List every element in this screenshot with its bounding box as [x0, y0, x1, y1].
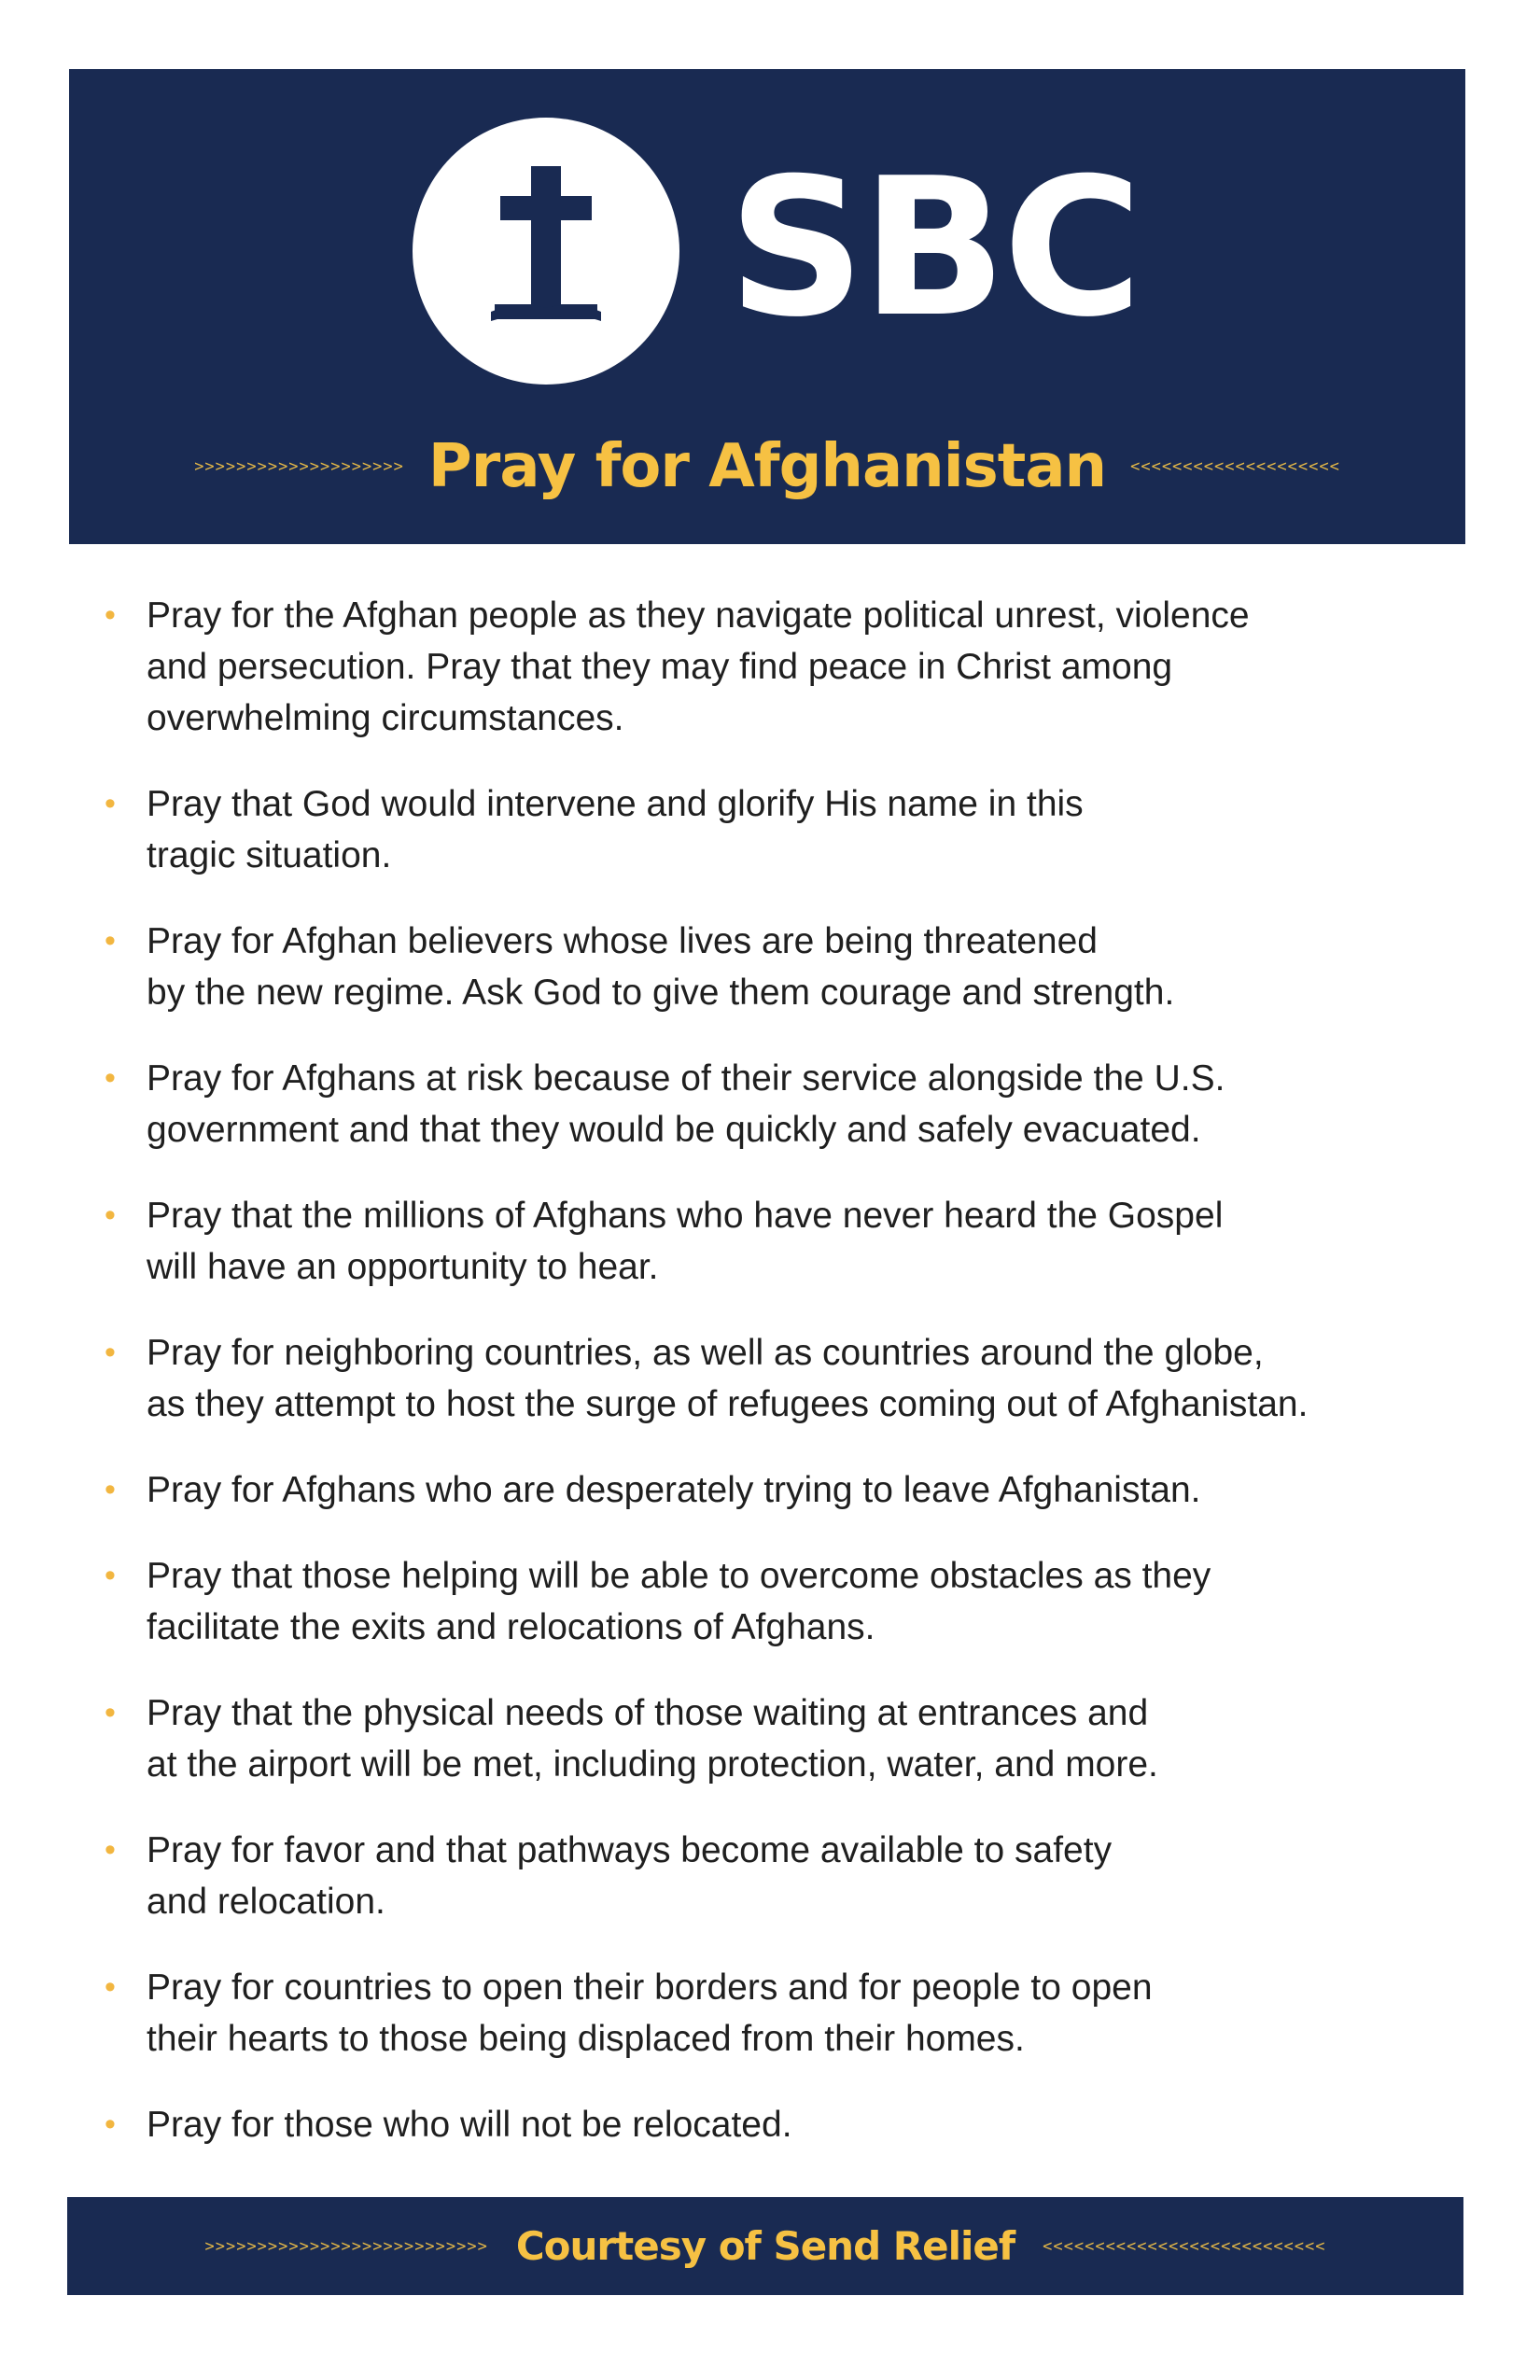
- bullet-dot: •: [105, 923, 116, 959]
- list-item-text-line: tragic situation.: [147, 835, 392, 875]
- list-item: [0, 590, 1540, 744]
- list-item-text-line: by the new regime. Ask God to give them courage and strength.: [147, 973, 1175, 1013]
- list-item-text-line: Pray for those who will not be relocated.: [147, 2105, 792, 2145]
- bullet-dot: •: [105, 786, 116, 821]
- list-item-text-line: Pray for favor and that pathways become available to safety: [147, 1830, 1113, 1870]
- list-item-text-line: as they attempt to host the surge of refugees coming out of Afghanistan.: [147, 1384, 1309, 1424]
- bullet-dot: •: [105, 2107, 116, 2142]
- bullet-dot: •: [105, 1335, 116, 1370]
- list-item: [0, 1464, 1540, 1516]
- bullet-dot: •: [105, 1558, 116, 1593]
- sbc-wordmark: SBC: [728, 138, 1140, 359]
- bullet-dot: •: [105, 1969, 116, 2005]
- title-row: [69, 420, 1465, 513]
- bullet-dot: •: [105, 1060, 116, 1096]
- footer-banner: [67, 2197, 1463, 2295]
- list-item-text-line: Pray that the physical needs of those waiting at entrances and: [147, 1693, 1149, 1733]
- list-item-text-line: Pray for countries to open their borders and for people to open: [147, 1967, 1153, 2008]
- list-item: [0, 1327, 1540, 1430]
- list-item: [0, 778, 1540, 881]
- sbc-logo-circle: [413, 118, 679, 385]
- list-item: [0, 2099, 1540, 2150]
- list-item: [0, 1053, 1540, 1155]
- list-item-text-line: and persecution. Pray that they may find peace in Christ among: [147, 647, 1173, 687]
- decorative-chevrons-right: <<<<<<<<<<<<<<<<<<<<: [1130, 457, 1340, 476]
- list-item-text-line: Pray that God would intervene and glorify His name in this: [147, 784, 1084, 824]
- list-item-text-line: Pray for Afghans who are desperately trying to leave Afghanistan.: [147, 1470, 1201, 1510]
- cross-and-open-book-icon: [413, 118, 679, 385]
- list-item-text-line: Pray for Afghans at risk because of their service alongside the U.S.: [147, 1058, 1225, 1099]
- list-item-text-line: Pray for Afghan believers whose lives are being threatened: [147, 921, 1098, 961]
- bullet-dot: •: [105, 1695, 116, 1730]
- list-item-text-line: and relocation.: [147, 1882, 385, 1922]
- list-item-text-line: overwhelming circumstances.: [147, 698, 624, 738]
- footer-credit: Courtesy of Send Relief: [515, 2223, 1015, 2269]
- bullet-dot: •: [105, 1197, 116, 1233]
- list-item-text-line: facilitate the exits and relocations of Afghans.: [147, 1607, 875, 1647]
- bullet-dot: •: [105, 597, 116, 633]
- list-item: [0, 1962, 1540, 2065]
- list-item-text-line: government and that they would be quickly and safely evacuated.: [147, 1110, 1201, 1150]
- list-item-text-line: their hearts to those being displaced from their homes.: [147, 2019, 1025, 2059]
- list-item-text-line: Pray that those helping will be able to overcome obstacles as they: [147, 1556, 1211, 1596]
- list-item: [0, 1550, 1540, 1653]
- bullet-dot: •: [105, 1832, 116, 1868]
- list-item-text-line: Pray for neighboring countries, as well as countries around the globe,: [147, 1333, 1264, 1373]
- list-item-text-line: will have an opportunity to hear.: [147, 1247, 659, 1287]
- page-title: Pray for Afghanistan: [427, 432, 1107, 501]
- list-item-text-line: at the airport will be met, including protection, water, and more.: [147, 1744, 1158, 1785]
- decorative-chevrons-left: >>>>>>>>>>>>>>>>>>>>>>>>>>>: [204, 2236, 488, 2256]
- decorative-chevrons-left: >>>>>>>>>>>>>>>>>>>>: [194, 457, 404, 476]
- header-banner: [69, 69, 1465, 544]
- bullet-dot: •: [105, 1472, 116, 1507]
- list-item-text-line: Pray for the Afghan people as they navigate political unrest, violence: [147, 595, 1250, 636]
- decorative-chevrons-right: <<<<<<<<<<<<<<<<<<<<<<<<<<<: [1043, 2236, 1326, 2256]
- list-item: [0, 1190, 1540, 1293]
- list-item: [0, 1687, 1540, 1790]
- list-item: [0, 916, 1540, 1018]
- list-item: [0, 1825, 1540, 1927]
- prayer-list: [0, 590, 1540, 2185]
- list-item-text-line: Pray that the millions of Afghans who have never heard the Gospel: [147, 1196, 1224, 1236]
